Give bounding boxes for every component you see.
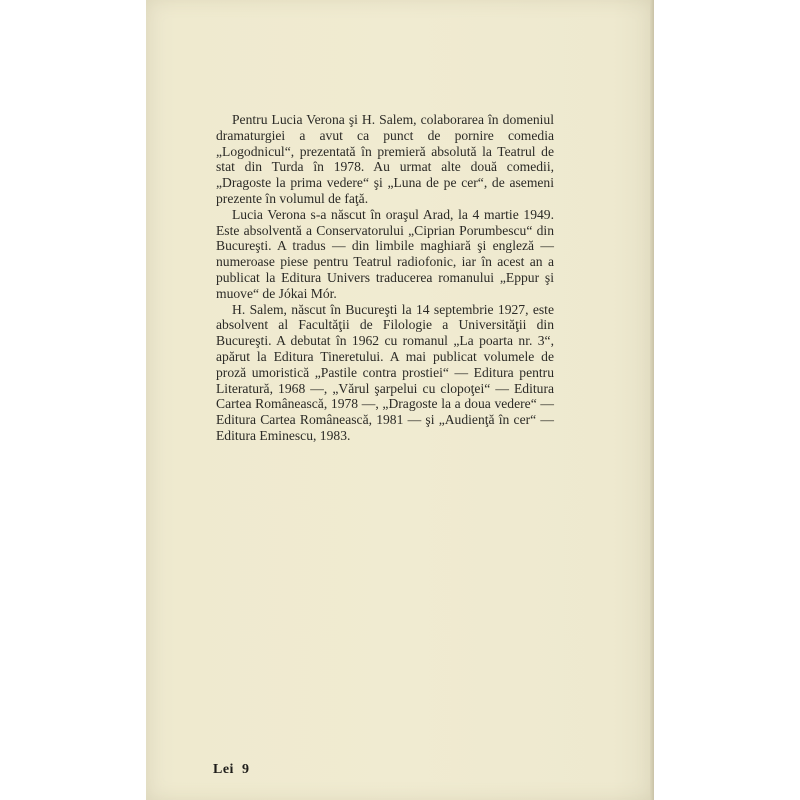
- price-label: Lei 9: [213, 762, 250, 777]
- paragraph-collaboration: Pentru Lucia Verona şi H. Salem, colaborarea în domeniul dramaturgiei a avut ca punct de pornire comedia „Logodnicul“, prezentată în premieră absolută la Teatrul de stat din Turda în 1978. Au urmat alte două comedii, „Dragoste la prima vedere“ şi „Luna de pe cer“, de asemeni prezente în volumul de faţă.: [216, 112, 554, 206]
- book-back-cover: [146, 0, 654, 800]
- author-biography-text: [216, 112, 554, 444]
- paragraph-lucia-verona: Lucia Verona s-a născut în oraşul Arad, la 4 martie 1949. Este absolventă a Conservatorului „Ciprian Porumbescu“ din Bucureşti. A tradus — din limbile maghiară şi engleză — numeroase piese pentru Teatrul radiofonic, iar în acest an a publicat la Editura Univers traducerea romanului „Eppur şi muove“ de Jókai Mór.: [216, 206, 554, 301]
- paragraph-h-salem: H. Salem, născut în Bucureşti la 14 septembrie 1927, este absolvent al Facultăţii de Filologie a Universităţii din Bucureşti. A debutat în 1962 cu romanul „La poarta nr. 3“, apărut la Editura Tineretului. A mai publicat volumele de proză umoristică „Pastile contra prostiei“ — Editura pentru Literatură, 1968 —, „Vărul şarpelui cu clopoţei“ — Editura Cartea Românească, 1978 —, „Dragoste la a doua vedere“ — Editura Cartea Românească, 1981 — şi „Audienţă în cer“ — Editura Eminescu, 1983.: [216, 301, 554, 443]
- cover-edge-shadow: [650, 0, 654, 800]
